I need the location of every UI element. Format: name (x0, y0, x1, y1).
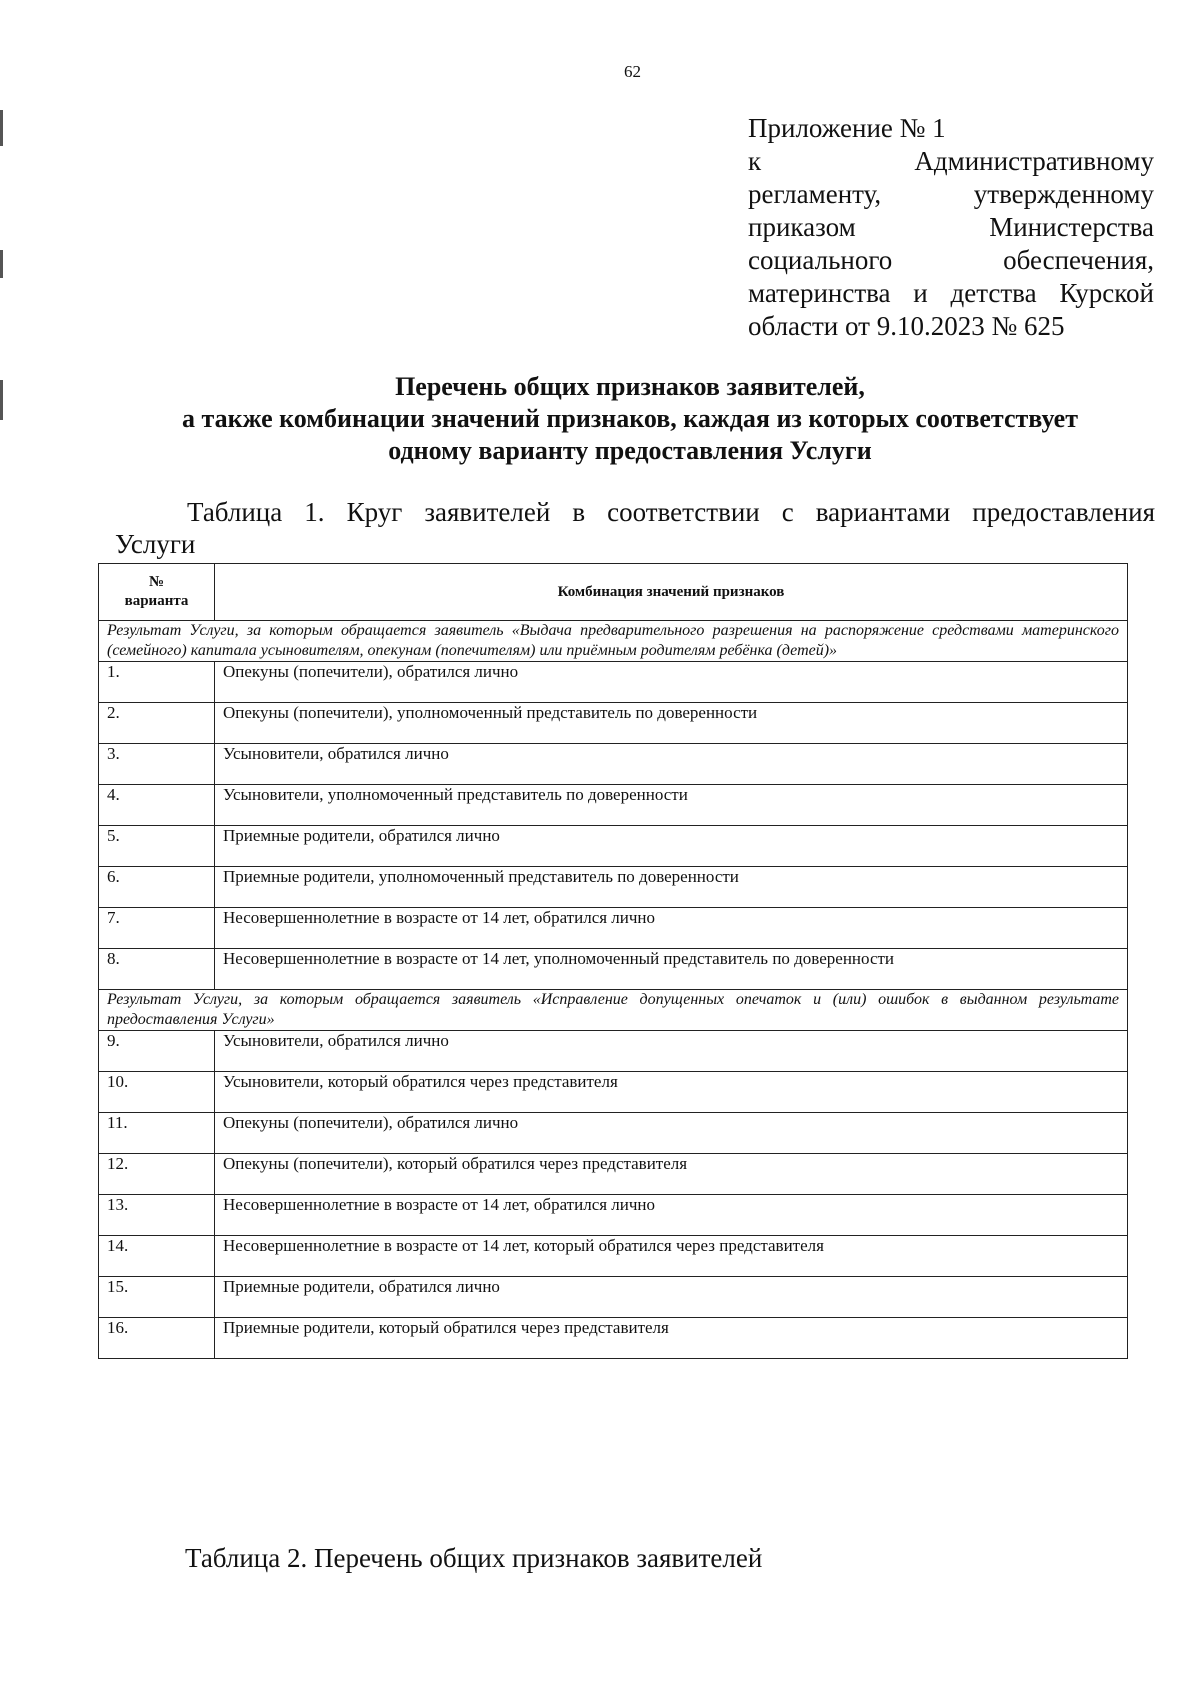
header-combination: Комбинация значений признаков (215, 564, 1128, 621)
table-row (99, 1154, 1128, 1195)
variant-number: 12. (99, 1154, 215, 1195)
variant-number: 8. (99, 949, 215, 990)
title-line: а также комбинации значений признаков, каждая из которых соответствует (182, 404, 1078, 433)
variant-number: 2. (99, 703, 215, 744)
table1-caption (115, 496, 1155, 560)
variant-combination: Опекуны (попечители), уполномоченный представитель по доверенности (215, 703, 1128, 744)
variant-combination: Усыновители, уполномоченный представитель по доверенности (215, 785, 1128, 826)
table-row (99, 744, 1128, 785)
variant-combination: Усыновители, обратился лично (215, 1031, 1128, 1072)
variant-combination: Несовершеннолетние в возрасте от 14 лет, который обратился через представителя (215, 1236, 1128, 1277)
page-number: 62 (624, 62, 641, 81)
appendix-line: социального обеспечения, (748, 245, 1154, 275)
table-row (99, 1318, 1128, 1359)
header-num-symbol: № (148, 574, 165, 590)
variant-number: 14. (99, 1236, 215, 1277)
table-row (99, 785, 1128, 826)
variant-combination: Приемные родители, который обратился через представителя (215, 1318, 1128, 1359)
section-row (99, 990, 1128, 1031)
appendix-line: области от 9.10.2023 № 625 (748, 311, 1065, 341)
variant-number: 1. (99, 662, 215, 703)
table-row (99, 703, 1128, 744)
table-row (99, 1195, 1128, 1236)
appendix-line: материнства и детства Курской (748, 278, 1154, 308)
variant-number: 9. (99, 1031, 215, 1072)
table-row (99, 1277, 1128, 1318)
table-row (99, 1072, 1128, 1113)
appendix-line: Приложение № 1 (748, 113, 946, 143)
appendix-line: приказом Министерства (748, 212, 1154, 242)
table1-caption-line: Услуги (115, 529, 196, 559)
table-row (99, 1113, 1128, 1154)
table-row (99, 1031, 1128, 1072)
table-row (99, 949, 1128, 990)
appendix-line: регламенту, утвержденному (748, 179, 1154, 209)
table-row (99, 662, 1128, 703)
table-row (99, 1236, 1128, 1277)
variant-number: 10. (99, 1072, 215, 1113)
table-header-row (99, 564, 1128, 621)
appendix-header (748, 112, 1154, 343)
variant-number: 7. (99, 908, 215, 949)
header-variant-number (99, 564, 215, 621)
variant-combination: Усыновители, который обратился через представителя (215, 1072, 1128, 1113)
variant-combination: Несовершеннолетние в возрасте от 14 лет, обратился лично (215, 1195, 1128, 1236)
variant-number: 13. (99, 1195, 215, 1236)
scan-edge-mark (0, 380, 3, 420)
title-line: одному варианту предоставления Услуги (388, 436, 872, 465)
table2-caption: Таблица 2. Перечень общих признаков заявителей (185, 1543, 763, 1573)
variant-combination: Опекуны (попечители), обратился лично (215, 1113, 1128, 1154)
section-result-1: Результат Услуги, за которым обращается заявитель «Выдача предварительного разрешения на распоряжение средствами материнского (семейного) капитала усыновителям, опекунам (попечителям) или приёмным родителям ребёнка (детей)» (99, 621, 1128, 662)
variant-number: 15. (99, 1277, 215, 1318)
variant-combination: Приемные родители, обратился лично (215, 1277, 1128, 1318)
variants-table (98, 563, 1128, 1359)
title-line: Перечень общих признаков заявителей, (395, 372, 865, 401)
variant-combination: Приемные родители, обратился лично (215, 826, 1128, 867)
document-title (95, 371, 1165, 467)
variant-number: 16. (99, 1318, 215, 1359)
table-row (99, 908, 1128, 949)
variant-combination: Приемные родители, уполномоченный представитель по доверенности (215, 867, 1128, 908)
variant-combination: Опекуны (попечители), который обратился через представителя (215, 1154, 1128, 1195)
variant-combination: Несовершеннолетние в возрасте от 14 лет, обратился лично (215, 908, 1128, 949)
variant-number: 4. (99, 785, 215, 826)
section-row (99, 621, 1128, 662)
variant-number: 6. (99, 867, 215, 908)
scan-edge-mark (0, 110, 3, 146)
variant-number: 3. (99, 744, 215, 785)
header-num-label: варианта (124, 593, 189, 609)
appendix-line: к Административному (748, 146, 1154, 176)
variant-combination: Несовершеннолетние в возрасте от 14 лет, уполномоченный представитель по доверенности (215, 949, 1128, 990)
table-row (99, 867, 1128, 908)
section-result-2: Результат Услуги, за которым обращается заявитель «Исправление допущенных опечаток и (или) ошибок в выданном результате предоставления Услуги» (99, 990, 1128, 1031)
variant-number: 5. (99, 826, 215, 867)
variant-number: 11. (99, 1113, 215, 1154)
variant-combination: Усыновители, обратился лично (215, 744, 1128, 785)
scan-edge-mark (0, 250, 3, 278)
table1-caption-line: Таблица 1. Круг заявителей в соответствии с вариантами предоставления (187, 497, 1155, 527)
table-row (99, 826, 1128, 867)
variant-combination: Опекуны (попечители), обратился лично (215, 662, 1128, 703)
